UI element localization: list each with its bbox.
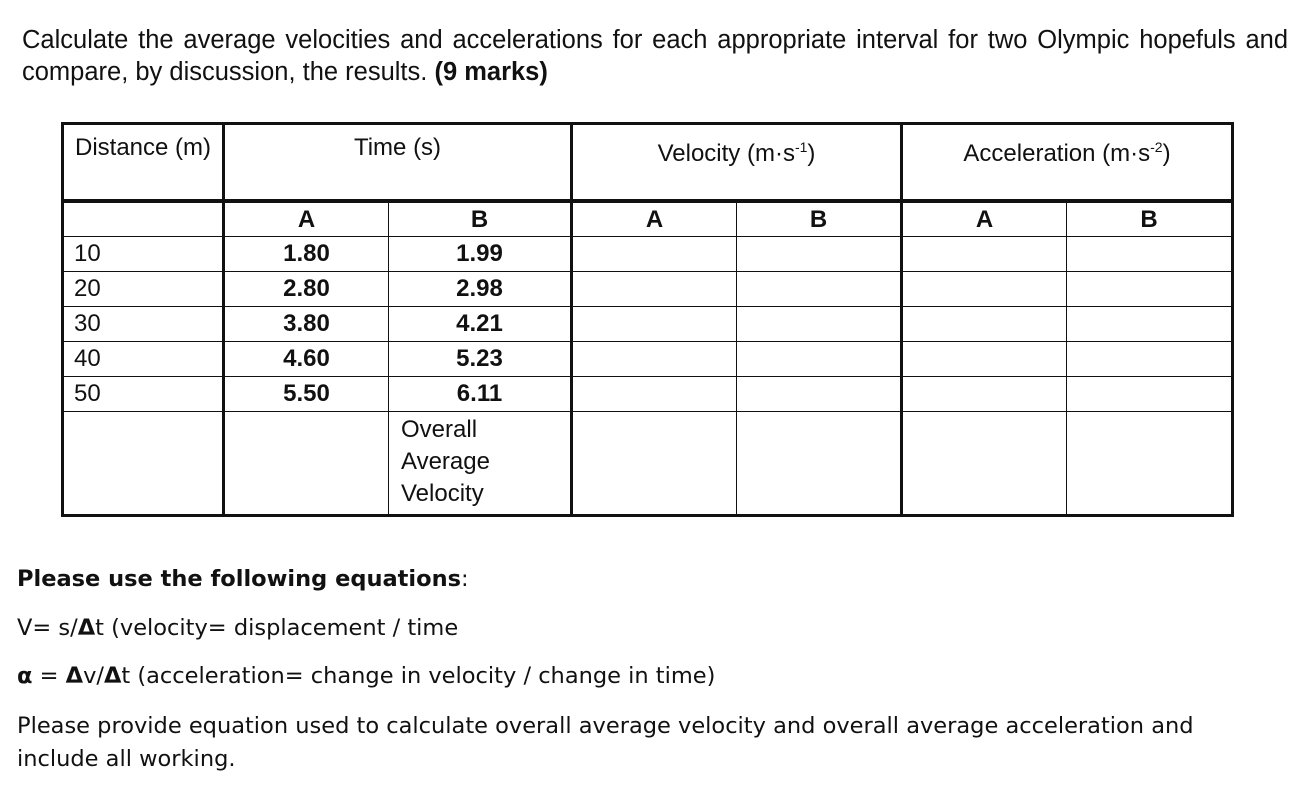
overall-average-velocity-label: Overall Average Velocity (389, 412, 572, 516)
acceleration-b-cell[interactable] (1067, 272, 1233, 307)
accel-eq-equals: = (32, 663, 66, 689)
equations-heading-text: Please use the following equations (17, 566, 461, 592)
time-a-cell: 3.80 (224, 307, 389, 342)
overall-velocity-b-cell[interactable] (737, 412, 902, 516)
accel-eq-part1: v/ (83, 663, 104, 689)
header-acceleration-exp: -2 (1150, 139, 1163, 155)
time-b-cell: 2.98 (389, 272, 572, 307)
overall-acceleration-a-cell[interactable] (902, 412, 1067, 516)
time-a-cell: 1.80 (224, 237, 389, 272)
header-acceleration-text: Acceleration (m·s (963, 140, 1151, 167)
velocity-b-cell[interactable] (737, 342, 902, 377)
time-a-cell: 4.60 (224, 342, 389, 377)
velocity-eq-suffix: t (velocity= displacement / time (95, 615, 459, 641)
overall-velocity-a-cell[interactable] (572, 412, 737, 516)
velocity-a-cell[interactable] (572, 342, 737, 377)
time-a-cell: 2.80 (224, 272, 389, 307)
table-row (63, 237, 1233, 272)
velocity-b-cell[interactable] (737, 237, 902, 272)
question-text (22, 24, 1288, 88)
velocity-a-cell[interactable] (572, 237, 737, 272)
acceleration-a-cell[interactable] (902, 377, 1067, 412)
sub-header-acceleration-a: A (902, 201, 1067, 237)
velocity-b-cell[interactable] (737, 272, 902, 307)
delta-symbol: Δ (77, 615, 96, 641)
sub-header-velocity-a: A (572, 201, 737, 237)
acceleration-b-cell[interactable] (1067, 237, 1233, 272)
distance-cell: 40 (63, 342, 224, 377)
delta-symbol: Δ (65, 663, 84, 689)
time-a-cell: 5.50 (224, 377, 389, 412)
distance-cell: 20 (63, 272, 224, 307)
header-time: Time (s) (224, 124, 572, 202)
working-note: Please provide equation used to calculate overall average velocity and overall average acceleration and include all working. (17, 713, 1194, 772)
table-row (63, 307, 1233, 342)
acceleration-a-cell[interactable] (902, 237, 1067, 272)
time-b-cell: 5.23 (389, 342, 572, 377)
question-marks: (9 marks) (434, 58, 548, 86)
header-velocity-close: ) (807, 140, 816, 167)
overall-empty-distance (63, 412, 224, 516)
table-header-row (63, 124, 1233, 202)
accel-eq-part2: t (acceleration= change in velocity / change in time) (121, 663, 716, 689)
alpha-symbol: α (17, 663, 33, 689)
table-row (63, 377, 1233, 412)
overall-acceleration-b-cell[interactable] (1067, 412, 1233, 516)
acceleration-b-cell[interactable] (1067, 307, 1233, 342)
velocity-a-cell[interactable] (572, 272, 737, 307)
header-velocity-text: Velocity (m·s (657, 140, 795, 167)
acceleration-b-cell[interactable] (1067, 342, 1233, 377)
velocity-b-cell[interactable] (737, 307, 902, 342)
header-velocity (572, 124, 902, 202)
distance-cell: 10 (63, 237, 224, 272)
time-b-cell: 4.21 (389, 307, 572, 342)
acceleration-a-cell[interactable] (902, 342, 1067, 377)
velocity-b-cell[interactable] (737, 377, 902, 412)
question-body: Calculate the average velocities and accelerations for each appropriate interval for two Olympic hopefuls and compare, by discussion, the results. (22, 26, 1288, 86)
header-distance: Distance (m) (63, 124, 224, 202)
table-row (63, 272, 1233, 307)
equations-heading-colon: : (461, 566, 469, 592)
sub-header-time-b: B (389, 201, 572, 237)
table-row (63, 342, 1233, 377)
acceleration-equation (17, 663, 715, 689)
acceleration-a-cell[interactable] (902, 272, 1067, 307)
delta-symbol: Δ (103, 663, 122, 689)
velocity-equation (17, 615, 458, 641)
acceleration-b-cell[interactable] (1067, 377, 1233, 412)
sub-header-empty (63, 201, 224, 237)
velocity-a-cell[interactable] (572, 307, 737, 342)
distance-cell: 50 (63, 377, 224, 412)
time-b-cell: 6.11 (389, 377, 572, 412)
equations-heading (17, 566, 469, 592)
header-acceleration-close: ) (1162, 140, 1171, 167)
sub-header-time-a: A (224, 201, 389, 237)
velocity-eq-prefix: V= s/ (17, 615, 78, 641)
overall-empty-time-a (224, 412, 389, 516)
time-b-cell: 1.99 (389, 237, 572, 272)
sub-header-velocity-b: B (737, 201, 902, 237)
velocity-a-cell[interactable] (572, 377, 737, 412)
acceleration-a-cell[interactable] (902, 307, 1067, 342)
overall-row (63, 412, 1233, 516)
header-velocity-exp: -1 (794, 139, 808, 155)
header-acceleration (902, 124, 1233, 202)
distance-cell: 30 (63, 307, 224, 342)
data-table (61, 122, 1234, 517)
sub-header-acceleration-b: B (1067, 201, 1233, 237)
sub-header-row (63, 201, 1233, 237)
